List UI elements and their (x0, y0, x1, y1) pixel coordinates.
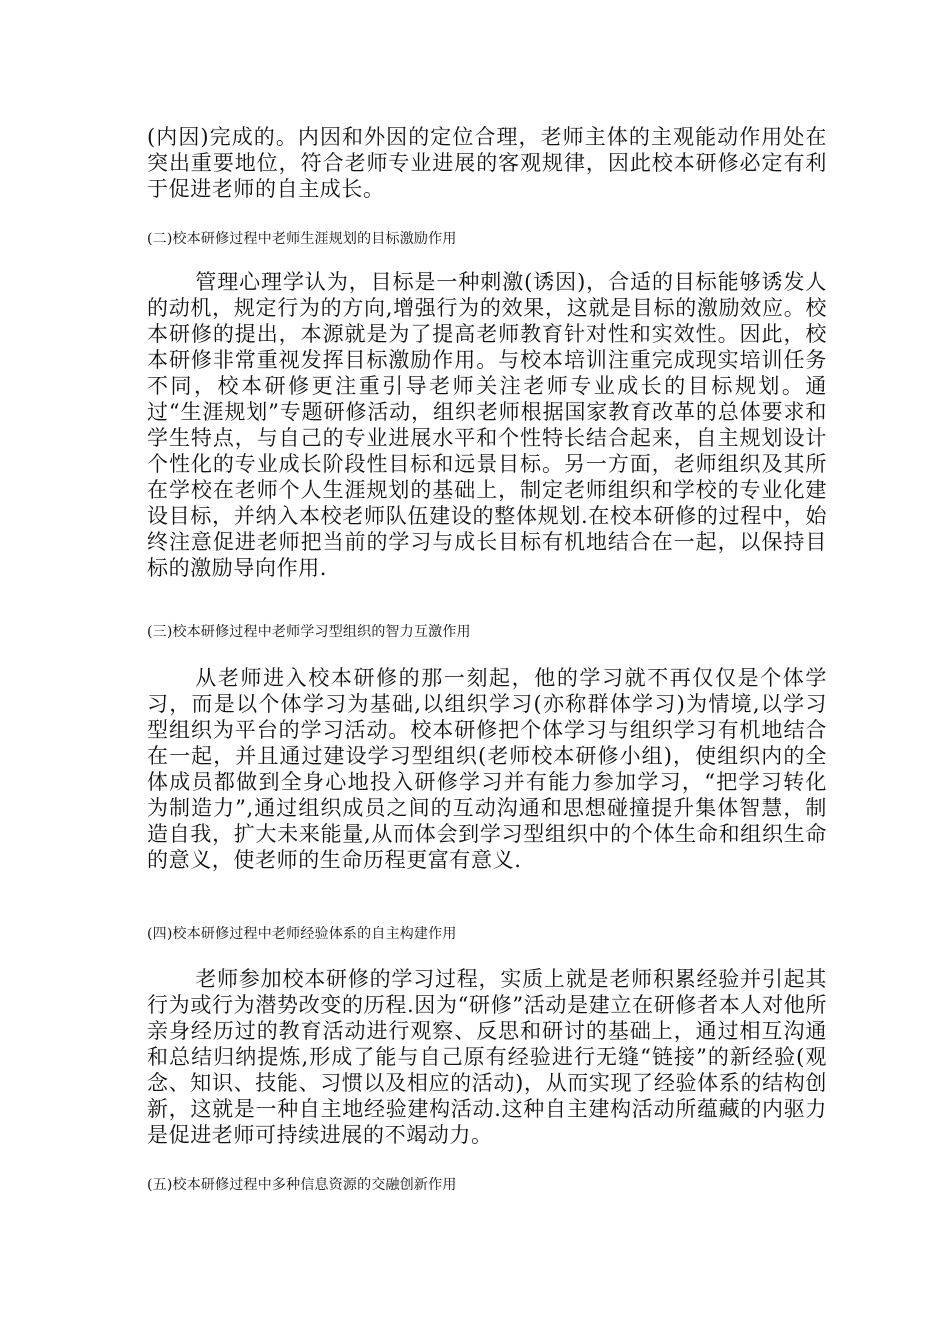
section-heading-2: (二)校本研修过程中老师生涯规划的目标激励作用 (147, 231, 457, 247)
body-paragraph-1: (内因)完成的。内因和外因的定位合理，老师主体的主观能动作用处在突出重要地位，符合老师专业进展的客观规律，因此校本研修必定有利于促进老师的自主成长。 (147, 125, 827, 201)
body-paragraph-4: 老师参加校本研修的学习过程，实质上就是老师积累经验并引起其行为或行为潜势改变的历程.因为“研修”活动是建立在研修者本人对他所亲身经历过的教育活动进行观察、反思和研讨的基础上，通过相互沟通和总结归纳提炼,形成了能与自己原有经验进行无缝“链接”的新经验(观念、知识、技能、习惯以及相应的活动)，从而实现了经验体系的结构创新，这就是一种自主地经验建构活动.这种自主建构活动所蕴藏的内驱力是促进老师可持续进展的不竭动力。 (147, 967, 827, 1147)
section-heading-3: (三)校本研修过程中老师学习型组织的智力互激作用 (147, 624, 471, 640)
section-heading-5: (五)校本研修过程中多种信息资源的交融创新作用 (147, 1177, 457, 1193)
section-heading-4: (四)校本研修过程中老师经验体系的自主构建作用 (147, 926, 457, 942)
body-paragraph-2: 管理心理学认为，目标是一种刺激(诱因)，合适的目标能够诱发人的动机，规定行为的方向,增强行为的效果，这就是目标的激励效应。校本研修的提出，本源就是为了提高老师教育针对性和实效性。因此，校本研修非常重视发挥目标激励作用。与校本培训注重完成现实培训任务不同，校本研修更注重引导老师关注老师专业成长的目标规划。通过“生涯规划”专题研修活动，组织老师根据国家教育改革的总体要求和学生特点，与自己的专业进展水平和个性特长结合起来，自主规划设计个性化的专业成长阶段性目标和远景目标。另一方面，老师组织及其所在学校在老师个人生涯规划的基础上，制定老师组织和学校的专业化建设目标，并纳入本校老师队伍建设的整体规划.在校本研修的过程中，始终注意促进老师把当前的学习与成长目标有机地结合在一起，以保持目标的激励导向作用. (147, 270, 827, 580)
body-paragraph-3: 从老师进入校本研修的那一刻起，他的学习就不再仅仅是个体学习，而是以个体学习为基础,以组织学习(亦称群体学习)为情境,以学习型组织为平台的学习活动。校本研修把个体学习与组织学习有机地结合在一起，并且通过建设学习型组织(老师校本研修小组)，使组织内的全体成员都做到全身心地投入研修学习并有能力参加学习，“把学习转化为制造力”,通过组织成员之间的互动沟通和思想碰撞提升集体智慧，制造自我，扩大未来能量,从而体会到学习型组织中的个体生命和组织生命的意义，使老师的生命历程更富有意义. (147, 666, 827, 872)
